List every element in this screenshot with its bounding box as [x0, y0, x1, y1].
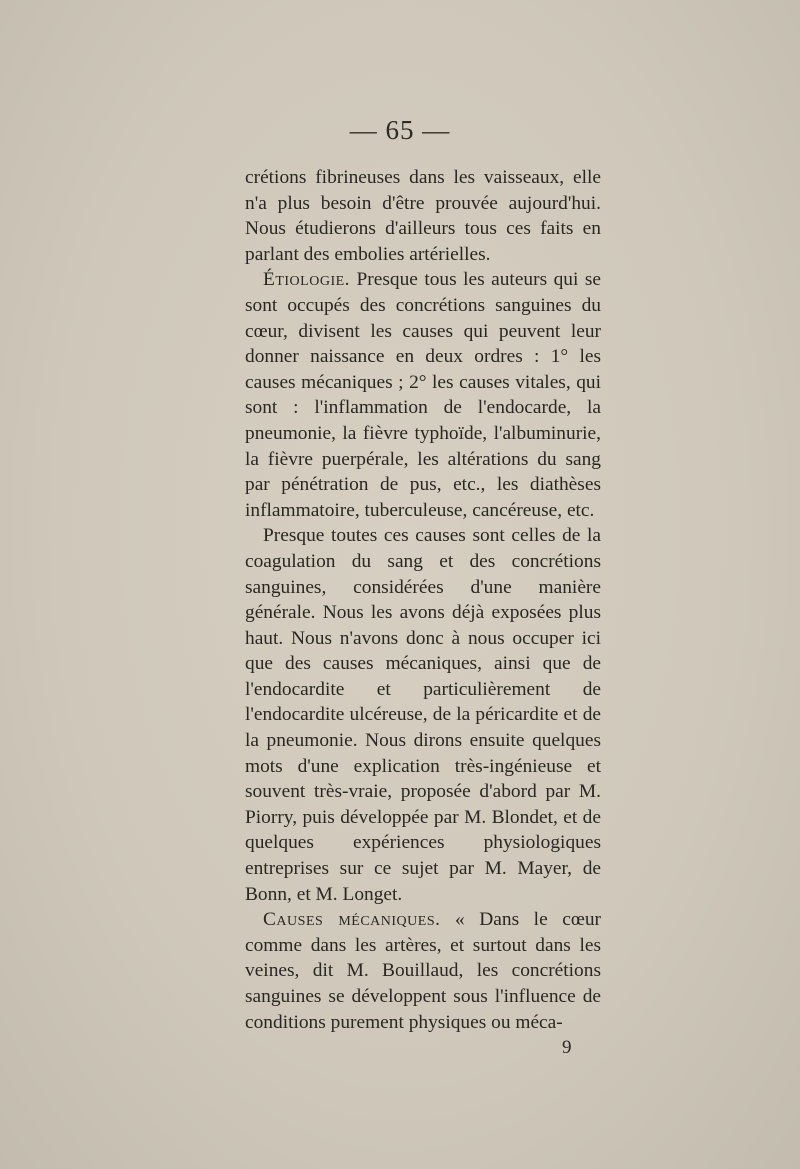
body-text — [245, 165, 601, 1035]
paragraph-continuation — [245, 165, 601, 267]
paragraph-etiology — [245, 267, 601, 523]
paragraph-text: crétions fibrineuses dans les vaisseaux, elle n'a plus besoin d'être prouvée aujourd'hui. Nous étudierons d'ailleurs tous ces faits en parlant des embolies artérielles. — [245, 167, 601, 265]
section-heading-mechanical-causes: Causes mécaniques. — [263, 909, 441, 931]
paragraph-text: « Dans le cœur comme dans les artères, et surtout dans les veines, dit M. Bouillaud, les concrétions sanguines se développent sous l'influence de conditions purement physiques ou méca- — [245, 909, 601, 1033]
page-number: — 65 — — [349, 115, 451, 145]
section-heading-etiology: Étiologie. — [263, 269, 351, 291]
paragraph-causes — [245, 523, 601, 907]
paragraph-text: Presque tous les auteurs qui se sont occupés des concrétions sanguines du cœur, divisent les causes qui peuvent leur donner naissance en deux ordres : 1° les causes mécaniques ; 2° les causes vitales, qui sont : l'inflammation de l'endocarde, la pneumonie, la fièvre typhoïde, l'albuminurie, la fièvre puerpérale, les altérations du sang par pénétration de pus, etc., les diathèses inflammatoire, tuberculeuse, cancéreuse, etc. — [245, 269, 601, 521]
paragraph-mechanical-causes — [245, 907, 601, 1035]
signature-mark: 9 — [562, 1037, 572, 1058]
paragraph-text: Presque toutes ces causes sont celles de la coagulation du sang et des concrétions sanguines, considérées d'une manière générale. Nous les avons déjà exposées plus haut. Nous n'avons donc à nous occuper ici que des causes mécaniques, ainsi que de l'endocardite et particulièrement de l'endocardite ulcéreuse, de la péricardite et de la pneumonie. Nous dirons ensuite quelques mots d'une explication très-ingénieuse et souvent très-vraie, proposée d'abord par M. Piorry, puis développée par M. Blondet, et de quelques expériences physiologiques entreprises sur ce sujet par M. Mayer, de Bonn, et M. Longet. — [245, 525, 601, 905]
